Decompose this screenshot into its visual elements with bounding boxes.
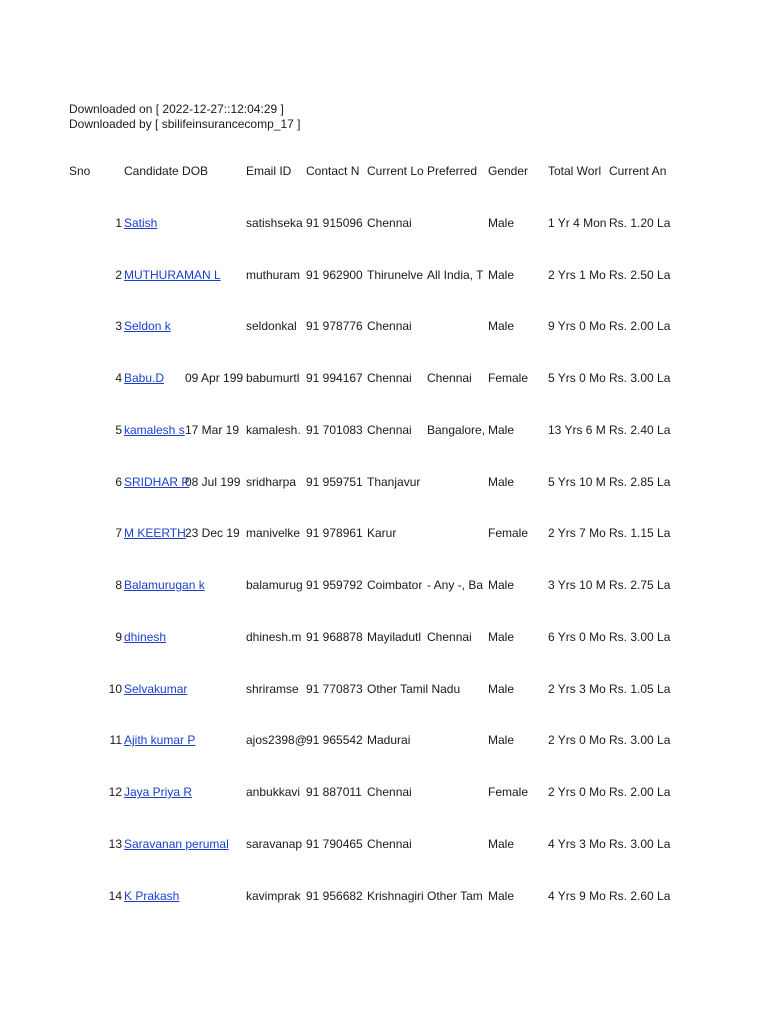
cell-sno: 1 [115,216,122,230]
candidate-name-link[interactable]: MUTHURAMAN L [124,268,221,282]
cell-current-location: Chennai [367,319,412,333]
cell-email: balamurug [246,578,303,592]
cell-current-location: Karur [367,526,397,540]
cell-dob [185,835,245,853]
cell-sno: 9 [115,630,122,644]
download-metadata [69,102,300,132]
cell-gender: Male [488,216,515,230]
cell-dob [185,628,245,646]
cell-gender: Male [488,630,515,644]
candidate-name-link[interactable]: Saravanan perumal [124,837,229,851]
cell-total-work: 6 Yrs 0 Mo [548,630,606,644]
cell-current-location: Chennai [367,423,412,437]
cell-total-work: 2 Yrs 0 Mo [548,733,606,747]
cell-contact: 91 994167 [306,371,363,385]
cell-preferred [427,524,488,542]
header-total-work: Total Worl [548,164,602,178]
cell-gender: Male [488,319,515,333]
cell-dob [185,266,245,284]
cell-dob [185,887,245,905]
cell-gender: Male [488,682,515,696]
cell-email: babumurtl [246,371,300,385]
downloaded-by-text: Downloaded by [ sbilifeinsurancecomp_17 ] [69,117,301,131]
cell-current-location: Chennai [367,216,412,230]
cell-contact: 91 915096 [306,216,363,230]
cell-sno: 11 [109,733,122,747]
header-sno: Sno [69,164,91,178]
cell-preferred [427,680,488,698]
candidate-name-link[interactable]: SRIDHAR P [124,475,190,489]
candidate-name-link[interactable]: Ajith kumar P [124,733,196,747]
cell-dob [185,680,245,698]
cell-current-location: Thanjavur [367,475,421,489]
cell-email: kavimprak [246,889,301,903]
cell-gender: Male [488,889,515,903]
cell-contact: 91 962900 [306,268,363,282]
cell-total-work: 3 Yrs 10 M [548,578,606,592]
cell-email: saravanap [246,837,303,851]
cell-current-ctc: Rs. 2.00 La [609,785,671,799]
cell-sno: 5 [115,423,122,437]
table-row [0,421,768,439]
cell-preferred: Other Tam [427,889,483,903]
cell-sno: 12 [108,785,122,799]
candidate-name-link[interactable]: Balamurugan k [124,578,205,592]
cell-current-ctc: Rs. 2.75 La [609,578,671,592]
cell-dob: 08 Jul 199 [185,475,241,489]
candidate-name-link[interactable]: Babu.D [124,371,165,385]
cell-email: kamalesh. [246,423,301,437]
cell-contact: 91 770873 [306,682,363,696]
cell-current-ctc: Rs. 1.20 La [609,216,671,230]
cell-current-ctc: Rs. 2.60 La [609,889,671,903]
cell-gender: Female [488,785,529,799]
cell-sno: 4 [115,371,122,385]
candidate-name-link[interactable]: M KEERTH [124,526,186,540]
header-current-location: Current Lo [367,164,424,178]
cell-preferred: Chennai [427,630,472,644]
cell-email: dhinesh.m [246,630,302,644]
cell-preferred [427,835,488,853]
cell-total-work: 5 Yrs 0 Mo [548,371,606,385]
cell-dob [185,783,245,801]
table-row [0,835,768,853]
cell-contact: 91 978776 [306,319,363,333]
cell-sno: 3 [115,319,122,333]
cell-preferred: - Any -, Ba [427,578,484,592]
cell-current-ctc: Rs. 2.85 La [609,475,671,489]
header-candidate-dob: Candidate DOB [124,164,209,178]
cell-total-work: 4 Yrs 9 Mo [548,889,606,903]
cell-email: seldonkal [246,319,297,333]
cell-total-work: 1 Yr 4 Mon [548,216,607,230]
cell-current-location: Chennai [367,371,412,385]
header-gender: Gender [488,164,529,178]
candidate-name-link[interactable]: Satish [124,216,158,230]
cell-current-ctc: Rs. 1.15 La [609,526,671,540]
cell-gender: Female [488,371,529,385]
cell-contact: 91 701083 [306,423,363,437]
cell-gender: Female [488,526,529,540]
cell-preferred [427,731,488,749]
cell-candidate [124,524,185,542]
cell-current-location: Coimbator [367,578,423,592]
cell-gender: Male [488,837,515,851]
cell-current-location: Madurai [367,733,411,747]
cell-preferred: Bangalore, [427,423,486,437]
table-row [0,214,768,232]
cell-gender: Male [488,733,515,747]
cell-sno: 6 [115,475,122,489]
cell-email: manivelke [246,526,301,540]
cell-current-ctc: Rs. 2.50 La [609,268,671,282]
cell-sno: 7 [115,526,122,540]
cell-total-work: 13 Yrs 6 M [548,423,606,437]
cell-contact: 91 978961 [306,526,363,540]
candidate-name-link[interactable]: Seldon k [124,319,171,333]
cell-contact: 91 887011 [306,785,362,799]
cell-total-work: 2 Yrs 3 Mo [548,682,606,696]
table-row [0,628,768,646]
table-row [0,731,768,749]
cell-email: anbukkavi [246,785,301,799]
cell-dob: 23 Dec 19 [185,526,240,540]
cell-preferred [427,214,488,232]
cell-email: muthuram [246,268,301,282]
table-row [0,680,768,698]
cell-current-location: Mayiladutl [367,630,422,644]
cell-current-ctc: Rs. 1.05 La [609,682,671,696]
table-row [0,887,768,905]
table-row [0,266,768,284]
cell-contact: 91 956682 [306,889,363,903]
cell-current-location: Chennai [367,837,412,851]
cell-email: ajos2398@ [246,733,307,747]
cell-email: satishseka [246,216,303,230]
downloaded-on-text: Downloaded on [ 2022-12-27::12:04:29 ] [69,102,284,116]
header-preferred: Preferred [427,164,478,178]
header-email-id: Email ID [246,164,292,178]
cell-preferred: Chennai [427,371,472,385]
cell-total-work: 2 Yrs 1 Mo [548,268,606,282]
cell-gender: Male [488,423,515,437]
cell-sno: 8 [115,578,122,592]
cell-sno: 14 [108,889,122,903]
cell-candidate [124,421,185,439]
cell-dob [185,317,245,335]
cell-current-location: Chennai [367,785,412,799]
candidate-name-link[interactable]: kamalesh s [124,423,185,437]
candidate-name-link[interactable]: Jaya Priya R [124,785,193,799]
cell-current-ctc: Rs. 3.00 La [609,733,671,747]
cell-current-location: Krishnagiri [367,889,424,903]
cell-sno: 2 [115,268,122,282]
candidate-name-link[interactable]: Selvakumar [124,682,188,696]
table-row [0,317,768,335]
cell-current-ctc: Rs. 3.00 La [609,371,671,385]
cell-preferred [427,317,488,335]
table-row [0,473,768,491]
cell-dob: 17 Mar 19 [185,423,240,437]
cell-sno: 13 [108,837,122,851]
cell-email: shriramse [246,682,299,696]
cell-current-ctc: Rs. 3.00 La [609,630,671,644]
cell-dob [185,576,245,594]
cell-contact: 91 959751 [306,475,363,489]
cell-email: sridharpa [246,475,297,489]
cell-current-ctc: Rs. 2.00 La [609,319,671,333]
cell-total-work: 9 Yrs 0 Mo [548,319,606,333]
cell-contact: 91 968878 [306,630,363,644]
candidate-name-link[interactable]: K Prakash [124,889,180,903]
cell-gender: Male [488,268,515,282]
cell-total-work: 2 Yrs 0 Mo [548,785,606,799]
cell-dob [185,214,245,232]
cell-dob [185,731,245,749]
cell-candidate [124,473,190,491]
cell-candidate [124,369,185,387]
table-row [0,576,768,594]
cell-preferred [427,473,488,491]
table-row [0,783,768,801]
cell-sno: 10 [108,682,122,696]
cell-dob: 09 Apr 199 [185,371,244,385]
candidate-name-link[interactable]: dhinesh [124,630,167,644]
cell-current-location: Other Tamil Nadu [367,682,461,696]
cell-gender: Male [488,578,515,592]
cell-total-work: 5 Yrs 10 M [548,475,606,489]
table-row [0,524,768,542]
cell-current-ctc: Rs. 3.00 La [609,837,671,851]
header-contact: Contact N [306,164,360,178]
cell-current-location: Thirunelve [367,268,424,282]
cell-total-work: 4 Yrs 3 Mo [548,837,606,851]
cell-contact: 91 790465 [306,837,363,851]
cell-gender: Male [488,475,515,489]
table-header-row [0,162,768,180]
cell-contact: 91 959792 [306,578,363,592]
cell-total-work: 2 Yrs 7 Mo [548,526,606,540]
cell-preferred: All India, T [427,268,484,282]
table-row [0,369,768,387]
cell-preferred [427,783,488,801]
header-current-ctc: Current An [609,164,667,178]
cell-contact: 91 965542 [306,733,363,747]
cell-current-ctc: Rs. 2.40 La [609,423,671,437]
